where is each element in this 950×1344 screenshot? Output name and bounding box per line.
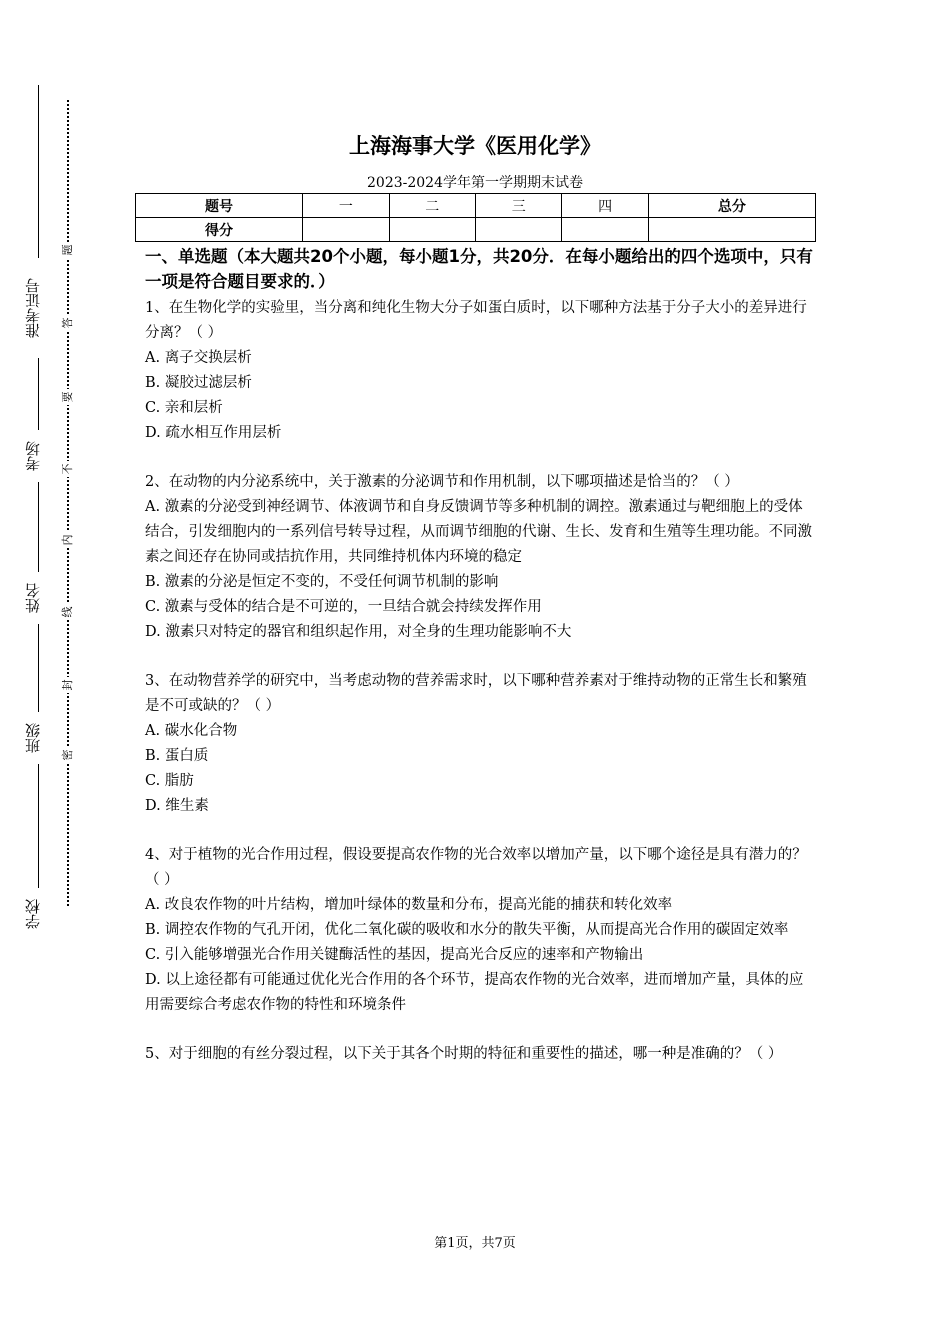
binding-margin [0,0,120,1344]
score-label-cell: 得分 [136,218,303,242]
header-cell: 总分 [648,194,815,218]
score-table-header-row [136,194,816,218]
question-stem: 1、在生物化学的实验里，当分离和纯化生物大分子如蛋白质时，以下哪种方法基于分子大小的差异进行分离？（ ） [145,300,807,341]
score-cell[interactable] [648,218,815,242]
option-d[interactable]: D. 激素只对特定的器官和组织起作用，对全身的生理功能影响不大 [145,624,572,640]
option-d[interactable]: D. 疏水相互作用层析 [145,425,282,441]
exam-id-label: 准考证号 [20,258,46,358]
question-stem: 2、在动物的内分泌系统中，关于激素的分泌调节和作用机制，以下哪项描述是恰当的？（ ） [145,474,739,490]
option-a[interactable]: A. 碳水化合物 [145,723,238,739]
seal-char: 封 [61,677,75,693]
score-cell[interactable] [303,218,389,242]
score-cell[interactable] [562,218,648,242]
exam-content [145,244,813,1091]
option-d[interactable]: D. 维生素 [145,798,209,814]
question-stem: 3、在动物营养学的研究中，当考虑动物的营养需求时，以下哪种营养素对于维持动物的正常生长和繁殖是不可或缺的？（ ） [145,673,807,714]
header-cell: 二 [389,194,475,218]
option-a[interactable]: A. 改良农作物的叶片结构，增加叶绿体的数量和分布，提高光能的捕获和转化效率 [145,897,673,913]
question-stem: 5、对于细胞的有丝分裂过程，以下关于其各个时期的特征和重要性的描述，哪一种是准确的？（ ） [145,1046,783,1062]
question-2 [145,470,813,645]
page-title: 上海海事大学《医用化学》 [349,134,601,158]
option-b[interactable]: B. 激素的分泌是恒定不变的，不受任何调节机制的影响 [145,574,499,590]
exam-room-label: 考场 [20,430,46,482]
seal-char: 要 [61,389,75,405]
seal-char: 密 [61,747,75,763]
question-3 [145,669,813,819]
header-cell: 四 [562,194,648,218]
option-c[interactable]: C. 亲和层析 [145,400,223,416]
header-cell: 题号 [136,194,303,218]
page-footer: 第1页，共7页 [434,1236,516,1251]
seal-char: 内 [61,532,75,548]
exam-subtitle: 2023-2024学年第一学期期末试卷 [367,175,583,191]
seal-char: 题 [61,242,75,258]
header-cell: 三 [475,194,561,218]
school-label: 学校 [20,888,46,940]
option-a[interactable]: A. 激素的分泌受到神经调节、体液调节和自身反馈调节等多种机制的调控。激素通过与靶细胞上的受体结合，引发细胞内的一系列信号转导过程，从而调节细胞的代谢、生长、发育和生殖等生理功能。不同激素之间还存在协同或拮抗作用，共同维持机体内环境的稳定 [145,499,812,565]
option-d[interactable]: D. 以上途径都有可能通过优化光合作用的各个环节，提高农作物的光合效率，进而增加产量，具体的应用需要综合考虑农作物的特性和环境条件 [145,972,804,1013]
question-1 [145,296,813,446]
seal-char: 线 [61,604,75,620]
option-b[interactable]: B. 凝胶过滤层析 [145,375,252,391]
option-b[interactable]: B. 蛋白质 [145,748,209,764]
option-c[interactable]: C. 激素与受体的结合是不可逆的，一旦结合就会持续发挥作用 [145,599,542,615]
fill-line [38,85,39,925]
score-table-score-row [136,218,816,242]
score-cell[interactable] [475,218,561,242]
question-5 [145,1042,813,1067]
seal-char: 不 [61,461,75,477]
option-a[interactable]: A. 离子交换层析 [145,350,252,366]
option-b[interactable]: B. 调控农作物的气孔开闭，优化二氧化碳的吸收和水分的散失平衡，从而提高光合作用的碳固定效率 [145,922,789,938]
option-c[interactable]: C. 引入能够增强光合作用关键酶活性的基因，提高光合反应的速率和产物输出 [145,947,644,963]
question-4 [145,843,813,1018]
seal-char: 答 [61,315,75,331]
option-c[interactable]: C. 脂肪 [145,773,194,789]
section-heading: 一、单选题（本大题共20个小题，每小题1分，共20分．在每小题给出的四个选项中，只有一项是符合题目要求的．） [145,247,813,291]
question-stem: 4、对于植物的光合作用过程，假设要提高农作物的光合效率以增加产量，以下哪个途径是具有潜力的？（ ） [145,847,807,888]
seal-dotted-line [67,100,69,906]
header-cell: 一 [303,194,389,218]
name-label: 姓名 [20,572,46,624]
class-label: 班级 [20,712,46,764]
score-cell[interactable] [389,218,475,242]
score-table [135,193,816,242]
